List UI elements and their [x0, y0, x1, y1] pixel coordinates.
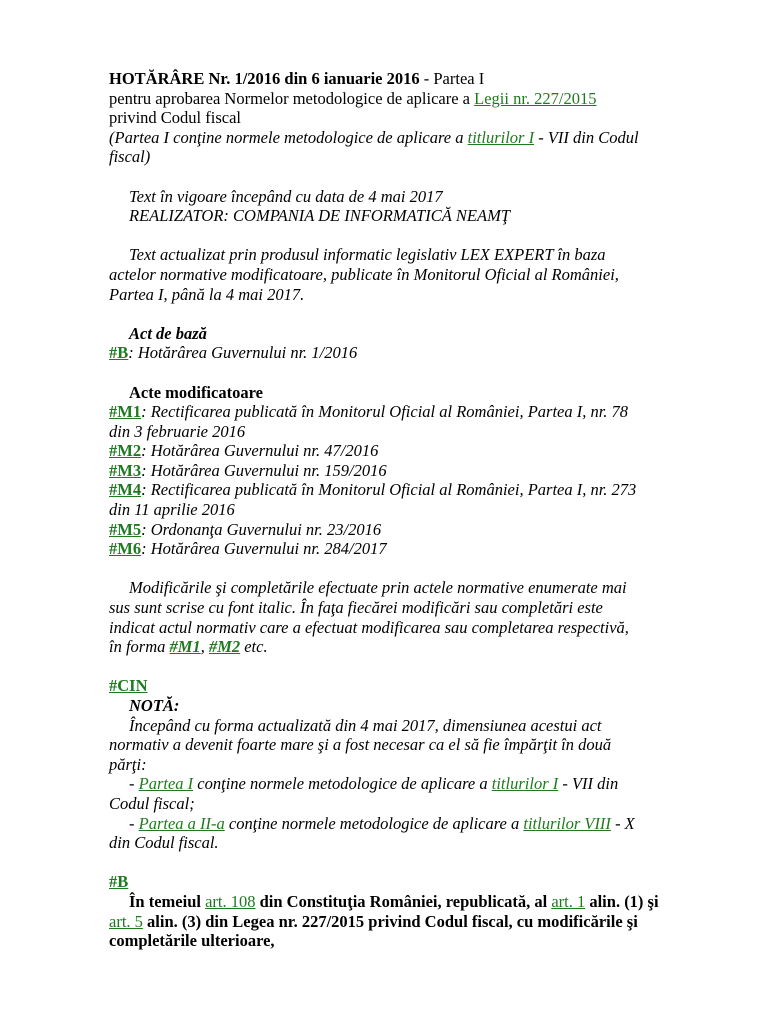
changes-note-line-3: indicat actul normativ care a efectuat modificarea sau completarea respectivă,	[109, 617, 629, 637]
changes-note-separator: ,	[200, 637, 209, 657]
document-header	[109, 69, 709, 167]
amending-act-text: : Ordonanţa Guvernului nr. 23/2016	[141, 519, 382, 539]
amending-act-m4-cont: din 11 aprilie 2016	[109, 500, 235, 520]
amending-act-m4	[109, 480, 709, 500]
preamble-line-3: completările ulterioare,	[109, 931, 275, 951]
tag-m6-link[interactable]: #M6	[109, 539, 142, 559]
preamble-constitution: din Constituţia României, republicată, al	[255, 891, 552, 911]
cin-item-2-text: conţine normele metodologice de aplicare a	[224, 813, 524, 833]
cin-item-1-cont: Codul fiscal;	[109, 793, 195, 813]
preamble-text: În temeiul	[129, 891, 206, 911]
amending-act-text: : Rectificarea publicată în Monitorul Oficial al României, Partea I, nr. 78	[141, 402, 629, 422]
tag-m1-link[interactable]: #M1	[109, 402, 142, 422]
art-5-link[interactable]: art. 5	[109, 911, 143, 931]
cin-tag-line	[109, 676, 709, 696]
cin-item-2	[109, 814, 709, 834]
cin-section	[109, 676, 709, 852]
update-note-line-3: Partea I, până la 4 mai 2017.	[109, 284, 305, 304]
cin-item-2-end: - X	[610, 813, 635, 833]
cin-item-1	[109, 774, 709, 794]
cin-item-1-text: conţine normele metodologice de aplicare a	[193, 774, 492, 794]
amending-act-m3	[109, 461, 709, 481]
part-note-text: (Partea I conţine normele metodologice de aplicare a	[109, 127, 468, 147]
base-act-section	[109, 324, 709, 363]
part-note-mid: - VII din Codul	[534, 127, 639, 147]
validity-date: Text în vigoare începând cu data de 4 mai 2017	[129, 186, 443, 206]
tag-m3-link[interactable]: #M3	[109, 460, 142, 480]
part-note-end: fiscal)	[109, 147, 151, 167]
preamble-alin-1: alin. (1) şi	[585, 891, 659, 911]
tag-m5-link[interactable]: #M5	[109, 519, 142, 539]
amending-act-text: : Rectificarea publicată în Monitorul Oficial al României, Partea I, nr. 273	[141, 480, 637, 500]
update-note	[109, 245, 709, 304]
changes-note-line-1: Modificările şi completările efectuate prin actele normative enumerate mai	[129, 578, 627, 598]
act-title-number: Nr. 1/2016 din 6 ianuarie 2016	[204, 69, 420, 88]
part-note	[109, 128, 709, 148]
cin-heading: NOTĂ:	[129, 696, 180, 715]
base-act-heading: Act de bază	[129, 323, 207, 343]
cin-item-2-dash: -	[129, 813, 139, 833]
amending-act-m1	[109, 402, 709, 422]
amending-act-text: : Hotărârea Guvernului nr. 284/2017	[141, 539, 387, 559]
amending-act-m5	[109, 520, 709, 540]
base-act-entry	[109, 343, 709, 363]
art-1-link[interactable]: art. 1	[551, 891, 586, 911]
act-title-part: - Partea I	[419, 69, 485, 88]
art-108-link[interactable]: art. 108	[205, 891, 256, 911]
preamble-section	[109, 872, 709, 950]
preamble-line-1	[109, 892, 709, 912]
tag-b-preamble-link[interactable]: #B	[109, 872, 129, 892]
act-title-bold: HOTĂRÂRE	[109, 69, 205, 88]
cin-line-1: Începând cu forma actualizată din 4 mai 2017, dimensiunea acestui act	[129, 715, 602, 735]
changes-note-end: etc.	[240, 637, 268, 657]
amending-act-m1-cont: din 3 februarie 2016	[109, 421, 246, 441]
changes-note-line-4-text: în forma	[109, 637, 170, 657]
cin-item-1-end: - VII din	[558, 774, 619, 794]
titles-i-vii-link[interactable]: titlurilor I	[491, 774, 559, 794]
changes-note-line-2: sus sunt scrise cu font italic. În faţa fiecărei modificări sau completări este	[109, 598, 603, 618]
changes-note	[109, 578, 709, 656]
cin-line-2: normativ a devenit foarte mare şi a fost necesar ca el să fie împărţit în două	[109, 735, 612, 755]
tag-m4-link[interactable]: #M4	[109, 480, 142, 500]
base-act-text: : Hotărârea Guvernului nr. 1/2016	[128, 343, 358, 363]
amending-acts-section	[109, 383, 709, 559]
amending-act-text: : Hotărârea Guvernului nr. 159/2016	[141, 460, 387, 480]
amending-act-text: : Hotărârea Guvernului nr. 47/2016	[141, 441, 379, 461]
validity-section	[109, 187, 709, 226]
amending-act-m2	[109, 441, 709, 461]
preamble-line-2	[109, 912, 709, 932]
part-ii-link[interactable]: Partea a II-a	[138, 813, 225, 833]
preamble-tag-line	[109, 872, 709, 892]
document-page	[109, 69, 709, 951]
cin-item-1-dash: -	[129, 774, 139, 794]
act-purpose-end: privind Codul fiscal	[109, 108, 241, 128]
example-m2-link[interactable]: #M2	[208, 637, 241, 657]
amending-act-m6	[109, 539, 709, 559]
changes-note-line-4	[109, 637, 709, 657]
validity-author: REALIZATOR: COMPANIA DE INFORMATICĂ NEAMŢ	[129, 206, 511, 226]
cin-item-2-cont: din Codul fiscal.	[109, 833, 219, 853]
part-i-link[interactable]: Partea I	[138, 774, 194, 794]
act-title	[109, 69, 709, 89]
act-purpose-text: pentru aprobarea Normelor metodologice de aplicare a	[109, 88, 475, 108]
titles-i-link[interactable]: titlurilor I	[467, 127, 535, 147]
update-note-line-2: actelor normative modificatoare, publicate în Monitorul Oficial al României,	[109, 264, 619, 284]
update-note-line-1: Text actualizat prin produsul informatic legislativ LEX EXPERT în baza	[129, 245, 606, 265]
amending-acts-heading: Acte modificatoare	[129, 382, 263, 402]
tag-cin-link[interactable]: #CIN	[109, 676, 148, 696]
tag-m2-link[interactable]: #M2	[109, 441, 142, 461]
act-purpose	[109, 89, 709, 109]
tag-b-link[interactable]: #B	[109, 343, 129, 363]
example-m1-link[interactable]: #M1	[169, 637, 201, 657]
cin-line-3: părţi:	[109, 754, 147, 774]
preamble-alin-3: alin. (3) din Legea nr. 227/2015 privind Codul fiscal, cu modificările şi	[142, 911, 638, 931]
law-227-2015-link[interactable]: Legii nr. 227/2015	[474, 88, 597, 108]
titles-viii-x-link[interactable]: titlurilor VIII	[523, 813, 611, 833]
